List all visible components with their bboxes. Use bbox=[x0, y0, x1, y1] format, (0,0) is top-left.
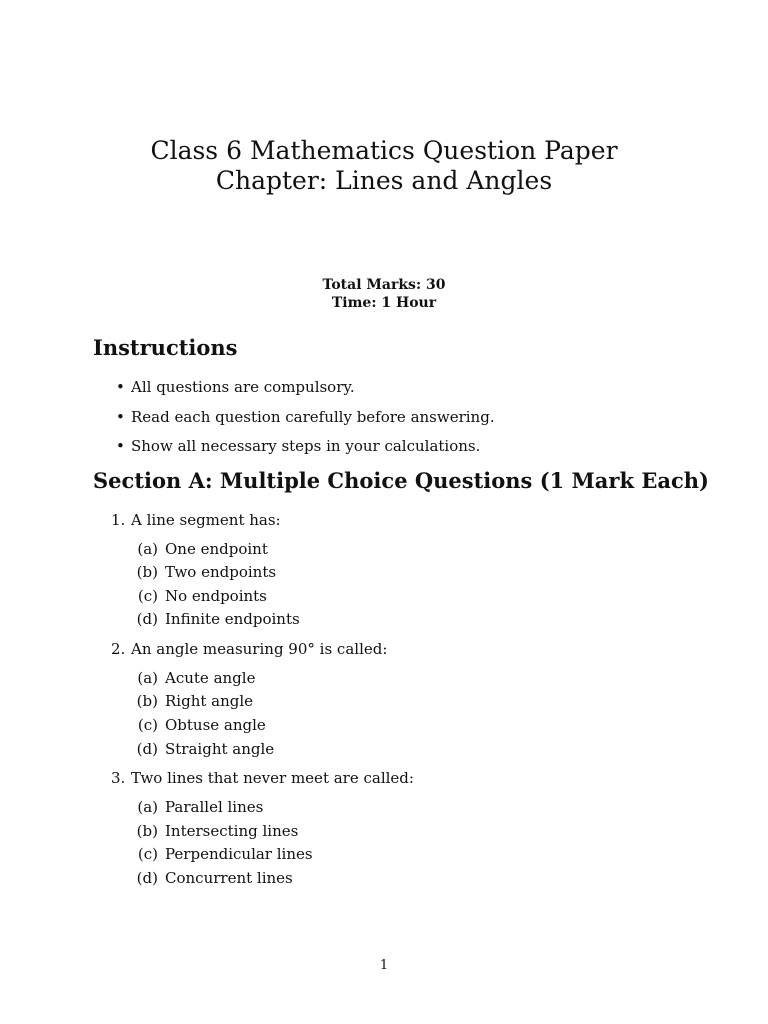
instructions-heading: Instructions bbox=[93, 335, 238, 360]
option-item: Concurrent lines bbox=[165, 868, 293, 887]
option-item: Perpendicular lines bbox=[165, 845, 313, 864]
title-line-1: Class 6 Mathematics Question Paper bbox=[150, 136, 618, 165]
option-item: Obtuse angle bbox=[165, 715, 266, 734]
option-item: Two endpoints bbox=[165, 563, 277, 582]
time-allowed: Time: 1 Hour bbox=[331, 295, 437, 311]
paper-title bbox=[0, 136, 768, 196]
total-marks: Total Marks: 30 bbox=[322, 277, 446, 293]
option-list bbox=[131, 798, 693, 888]
section-a-heading: Section A: Multiple Choice Questions (1 Mark Each) bbox=[93, 467, 709, 493]
option-list bbox=[131, 540, 693, 630]
instruction-item: • All questions are compulsory. bbox=[93, 378, 693, 397]
question-item bbox=[93, 640, 693, 759]
instruction-item: • Read each question carefully before answering. bbox=[93, 408, 693, 427]
option-item: Parallel lines bbox=[165, 798, 264, 817]
question-item bbox=[93, 769, 693, 888]
option-item: Acute angle bbox=[165, 668, 256, 687]
title-line-2: Chapter: Lines and Angles bbox=[215, 166, 553, 195]
question-text: A line segment has: bbox=[131, 510, 281, 529]
question-item bbox=[93, 511, 693, 630]
option-item: Intersecting lines bbox=[165, 821, 299, 840]
paper-meta bbox=[0, 276, 768, 312]
option-item: One endpoint bbox=[165, 539, 268, 558]
option-item: Straight angle bbox=[165, 739, 275, 758]
instruction-item: • Show all necessary steps in your calculations. bbox=[93, 437, 693, 456]
instructions-list bbox=[93, 378, 693, 456]
option-item: Right angle bbox=[165, 692, 254, 711]
option-list bbox=[131, 669, 693, 759]
paper-body bbox=[93, 334, 709, 898]
question-text: An angle measuring 90° is called: bbox=[131, 639, 388, 658]
page-number: 1 bbox=[379, 958, 389, 973]
option-item: No endpoints bbox=[165, 586, 267, 605]
question-text: Two lines that never meet are called: bbox=[131, 769, 414, 788]
option-item: Infinite endpoints bbox=[165, 610, 300, 629]
question-list bbox=[93, 511, 693, 888]
